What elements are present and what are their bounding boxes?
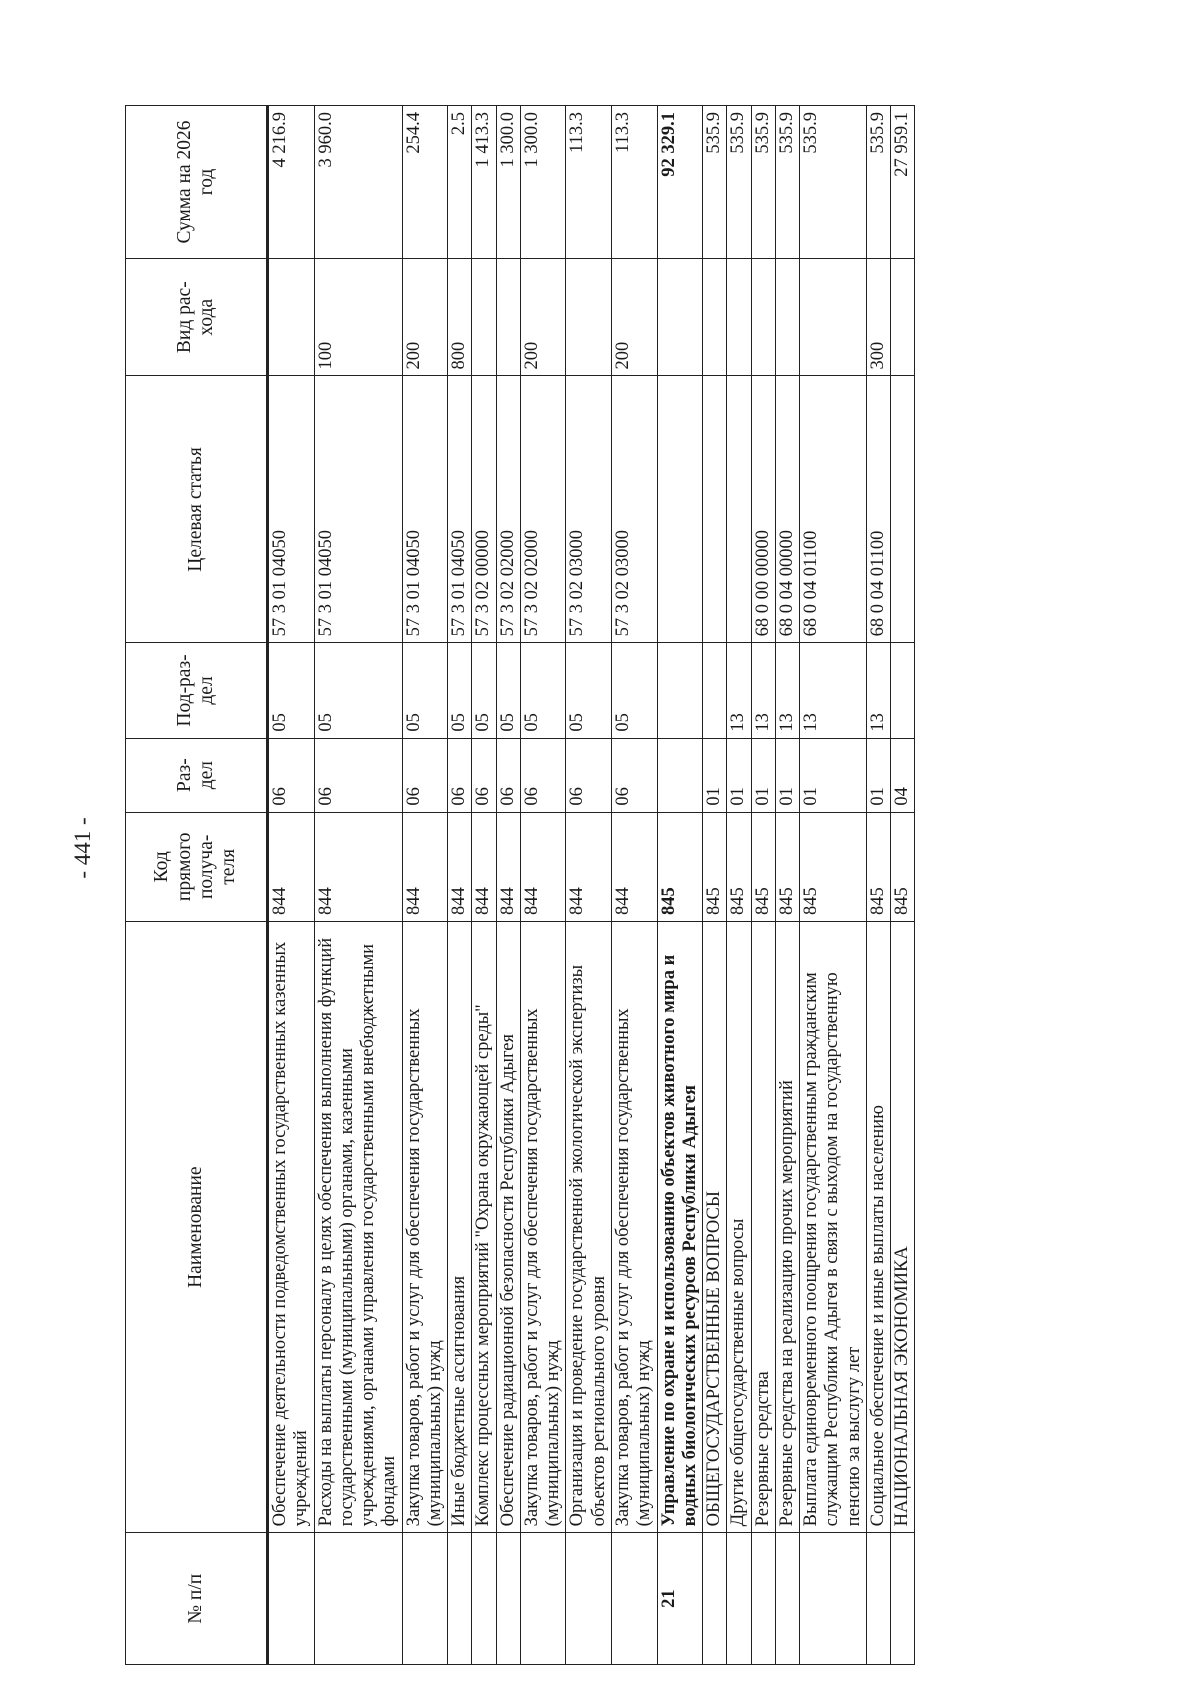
- cell-amount: 2.5: [448, 106, 472, 259]
- cell-amount: 92 329.1: [657, 106, 703, 259]
- cell-amount: 1 300.0: [520, 106, 566, 259]
- cell-target-article: [657, 376, 703, 643]
- rotated-table-container: [125, 105, 1070, 1665]
- cell-no: [268, 1533, 315, 1665]
- table-row: [520, 106, 566, 1665]
- cell-subsection: 05: [496, 643, 520, 738]
- table-row: [611, 106, 657, 1665]
- header-no: № п/п: [126, 1533, 268, 1665]
- cell-section: [657, 738, 703, 812]
- cell-name: НАЦИОНАЛЬНАЯ ЭКОНОМИКА: [891, 921, 915, 1532]
- cell-expense-type: [891, 258, 915, 376]
- cell-subsection: [891, 643, 915, 738]
- cell-amount: 535.9: [800, 106, 867, 259]
- cell-amount: 1 413.3: [472, 106, 496, 259]
- cell-recipient-code: 844: [314, 812, 402, 921]
- cell-amount: 535.9: [775, 106, 799, 259]
- table-row: [566, 106, 612, 1665]
- cell-no: [703, 1533, 727, 1665]
- cell-target-article: [891, 376, 915, 643]
- cell-expense-type: [566, 258, 612, 376]
- cell-recipient-code: 844: [566, 812, 612, 921]
- cell-subsection: 05: [472, 643, 496, 738]
- cell-expense-type: [472, 258, 496, 376]
- cell-no: [866, 1533, 890, 1665]
- cell-name: Выплата единовременного поощрения государственным гражданским служащим Республики Адыгея в связи с выходом на государственную пенсию за выслугу лет: [800, 921, 867, 1532]
- cell-name: Расходы на выплаты персоналу в целях обеспечения выполнения функций государственными (муниципальными) органами, казенными учреждениями, органами управления государственными внебюджетными фондами: [314, 921, 402, 1532]
- cell-no: [472, 1533, 496, 1665]
- cell-amount: 3 960.0: [314, 106, 402, 259]
- cell-section: 01: [751, 738, 775, 812]
- cell-target-article: 57 3 02 02000: [496, 376, 520, 643]
- table-row: [448, 106, 472, 1665]
- cell-section: 01: [866, 738, 890, 812]
- cell-target-article: 68 0 04 01100: [866, 376, 890, 643]
- cell-recipient-code: 845: [866, 812, 890, 921]
- cell-expense-type: [775, 258, 799, 376]
- cell-subsection: 13: [727, 643, 751, 738]
- cell-recipient-code: 845: [703, 812, 727, 921]
- cell-section: 06: [448, 738, 472, 812]
- cell-subsection: 05: [520, 643, 566, 738]
- cell-target-article: 57 3 02 02000: [520, 376, 566, 643]
- cell-recipient-code: 845: [751, 812, 775, 921]
- cell-target-article: 57 3 02 03000: [611, 376, 657, 643]
- cell-no: [448, 1533, 472, 1665]
- cell-recipient-code: 845: [657, 812, 703, 921]
- cell-name: Комплекс процессных мероприятий "Охрана окружающей среды": [472, 921, 496, 1532]
- cell-no: [314, 1533, 402, 1665]
- cell-target-article: 68 0 04 00000: [775, 376, 799, 643]
- cell-expense-type: [657, 258, 703, 376]
- cell-section: 01: [800, 738, 867, 812]
- cell-section: 06: [314, 738, 402, 812]
- cell-amount: 4 216.9: [268, 106, 315, 259]
- cell-section: 06: [268, 738, 315, 812]
- table-row: [866, 106, 890, 1665]
- cell-expense-type: 100: [314, 258, 402, 376]
- header-target-article: Целевая статья: [126, 376, 268, 643]
- cell-no: [775, 1533, 799, 1665]
- cell-subsection: 13: [800, 643, 867, 738]
- cell-section: 06: [496, 738, 520, 812]
- cell-name: Резервные средства на реализацию прочих мероприятий: [775, 921, 799, 1532]
- cell-recipient-code: 845: [891, 812, 915, 921]
- page-number: - 441 -: [70, 817, 95, 879]
- header-recipient-code: Код прямого получа-теля: [126, 812, 268, 921]
- cell-amount: 1 300.0: [496, 106, 520, 259]
- cell-recipient-code: 845: [775, 812, 799, 921]
- cell-expense-type: [727, 258, 751, 376]
- cell-target-article: [727, 376, 751, 643]
- cell-subsection: 13: [751, 643, 775, 738]
- cell-target-article: 57 3 02 03000: [566, 376, 612, 643]
- cell-amount: 113.3: [566, 106, 612, 259]
- cell-recipient-code: 844: [496, 812, 520, 921]
- cell-no: [566, 1533, 612, 1665]
- cell-expense-type: [268, 258, 315, 376]
- cell-no: 21: [657, 1533, 703, 1665]
- cell-recipient-code: 845: [727, 812, 751, 921]
- cell-amount: 254.4: [402, 106, 448, 259]
- table-row: [727, 106, 751, 1665]
- cell-no: [800, 1533, 867, 1665]
- cell-section: 06: [566, 738, 612, 812]
- cell-section: 01: [775, 738, 799, 812]
- cell-recipient-code: 844: [520, 812, 566, 921]
- cell-recipient-code: 844: [448, 812, 472, 921]
- cell-name: Социальное обеспечение и иные выплаты населению: [866, 921, 890, 1532]
- table-row: [314, 106, 402, 1665]
- cell-expense-type: [703, 258, 727, 376]
- table-body: [268, 106, 915, 1665]
- cell-target-article: 57 3 01 04050: [402, 376, 448, 643]
- cell-subsection: [703, 643, 727, 738]
- cell-name: Иные бюджетные ассигнования: [448, 921, 472, 1532]
- cell-no: [611, 1533, 657, 1665]
- table-row: [891, 106, 915, 1665]
- cell-expense-type: [496, 258, 520, 376]
- cell-recipient-code: 844: [611, 812, 657, 921]
- cell-amount: 113.3: [611, 106, 657, 259]
- cell-subsection: 05: [268, 643, 315, 738]
- cell-recipient-code: 845: [800, 812, 867, 921]
- cell-expense-type: 200: [520, 258, 566, 376]
- table-row: [402, 106, 448, 1665]
- table-header: [126, 106, 268, 1665]
- cell-target-article: 57 3 01 04050: [448, 376, 472, 643]
- cell-subsection: [657, 643, 703, 738]
- cell-section: 06: [520, 738, 566, 812]
- cell-name: Резервные средства: [751, 921, 775, 1532]
- budget-table: [125, 105, 915, 1665]
- cell-section: 04: [891, 738, 915, 812]
- cell-name: Обеспечение радиационной безопасности Республики Адыгея: [496, 921, 520, 1532]
- cell-expense-type: 200: [611, 258, 657, 376]
- cell-no: [751, 1533, 775, 1665]
- cell-target-article: 68 0 00 00000: [751, 376, 775, 643]
- cell-subsection: 05: [314, 643, 402, 738]
- table-row: [751, 106, 775, 1665]
- cell-subsection: 05: [448, 643, 472, 738]
- table-row: [703, 106, 727, 1665]
- cell-name: Другие общегосударственные вопросы: [727, 921, 751, 1532]
- cell-name: Закупка товаров, работ и услуг для обеспечения государственных (муниципальных) нужд: [402, 921, 448, 1532]
- cell-amount: 535.9: [727, 106, 751, 259]
- cell-no: [496, 1533, 520, 1665]
- cell-name: Обеспечение деятельности подведомственных государственных казенных учреждений: [268, 921, 315, 1532]
- cell-expense-type: 300: [866, 258, 890, 376]
- cell-name: Закупка товаров, работ и услуг для обеспечения государственных (муниципальных) нужд: [611, 921, 657, 1532]
- table-row: [472, 106, 496, 1665]
- cell-expense-type: 800: [448, 258, 472, 376]
- header-name: Наименование: [126, 921, 268, 1532]
- cell-target-article: 57 3 01 04050: [268, 376, 315, 643]
- header-expense-type: Вид рас-хода: [126, 258, 268, 376]
- cell-no: [727, 1533, 751, 1665]
- cell-name: ОБЩЕГОСУДАРСТВЕННЫЕ ВОПРОСЫ: [703, 921, 727, 1532]
- cell-section: 01: [727, 738, 751, 812]
- header-amount: Сумма на 2026 год: [126, 106, 268, 259]
- table-row: [496, 106, 520, 1665]
- header-section: Раз-дел: [126, 738, 268, 812]
- cell-subsection: 13: [866, 643, 890, 738]
- cell-subsection: 05: [611, 643, 657, 738]
- cell-name: Закупка товаров, работ и услуг для обеспечения государственных (муниципальных) нужд: [520, 921, 566, 1532]
- cell-subsection: 05: [566, 643, 612, 738]
- cell-no: [891, 1533, 915, 1665]
- table-row: [657, 106, 703, 1665]
- cell-subsection: 05: [402, 643, 448, 738]
- cell-target-article: 57 3 01 04050: [314, 376, 402, 643]
- cell-amount: 27 959.1: [891, 106, 915, 259]
- cell-expense-type: [800, 258, 867, 376]
- table-row: [268, 106, 315, 1665]
- table-row: [800, 106, 867, 1665]
- cell-expense-type: 200: [402, 258, 448, 376]
- cell-subsection: 13: [775, 643, 799, 738]
- cell-target-article: 57 3 02 00000: [472, 376, 496, 643]
- cell-section: 06: [402, 738, 448, 812]
- cell-expense-type: [751, 258, 775, 376]
- cell-no: [520, 1533, 566, 1665]
- cell-target-article: 68 0 04 01100: [800, 376, 867, 643]
- header-subsection: Под-раз-дел: [126, 643, 268, 738]
- cell-no: [402, 1533, 448, 1665]
- cell-section: 06: [472, 738, 496, 812]
- table-row: [775, 106, 799, 1665]
- cell-recipient-code: 844: [268, 812, 315, 921]
- cell-amount: 535.9: [703, 106, 727, 259]
- cell-target-article: [703, 376, 727, 643]
- cell-name: Организация и проведение государственной экологической экспертизы объектов регионального уровня: [566, 921, 612, 1532]
- cell-section: 06: [611, 738, 657, 812]
- cell-name: Управление по охране и использованию объектов животного мира и водных биологических ресурсов Республики Адыгея: [657, 921, 703, 1532]
- cell-section: 01: [703, 738, 727, 812]
- cell-recipient-code: 844: [402, 812, 448, 921]
- cell-amount: 535.9: [866, 106, 890, 259]
- cell-amount: 535.9: [751, 106, 775, 259]
- cell-recipient-code: 844: [472, 812, 496, 921]
